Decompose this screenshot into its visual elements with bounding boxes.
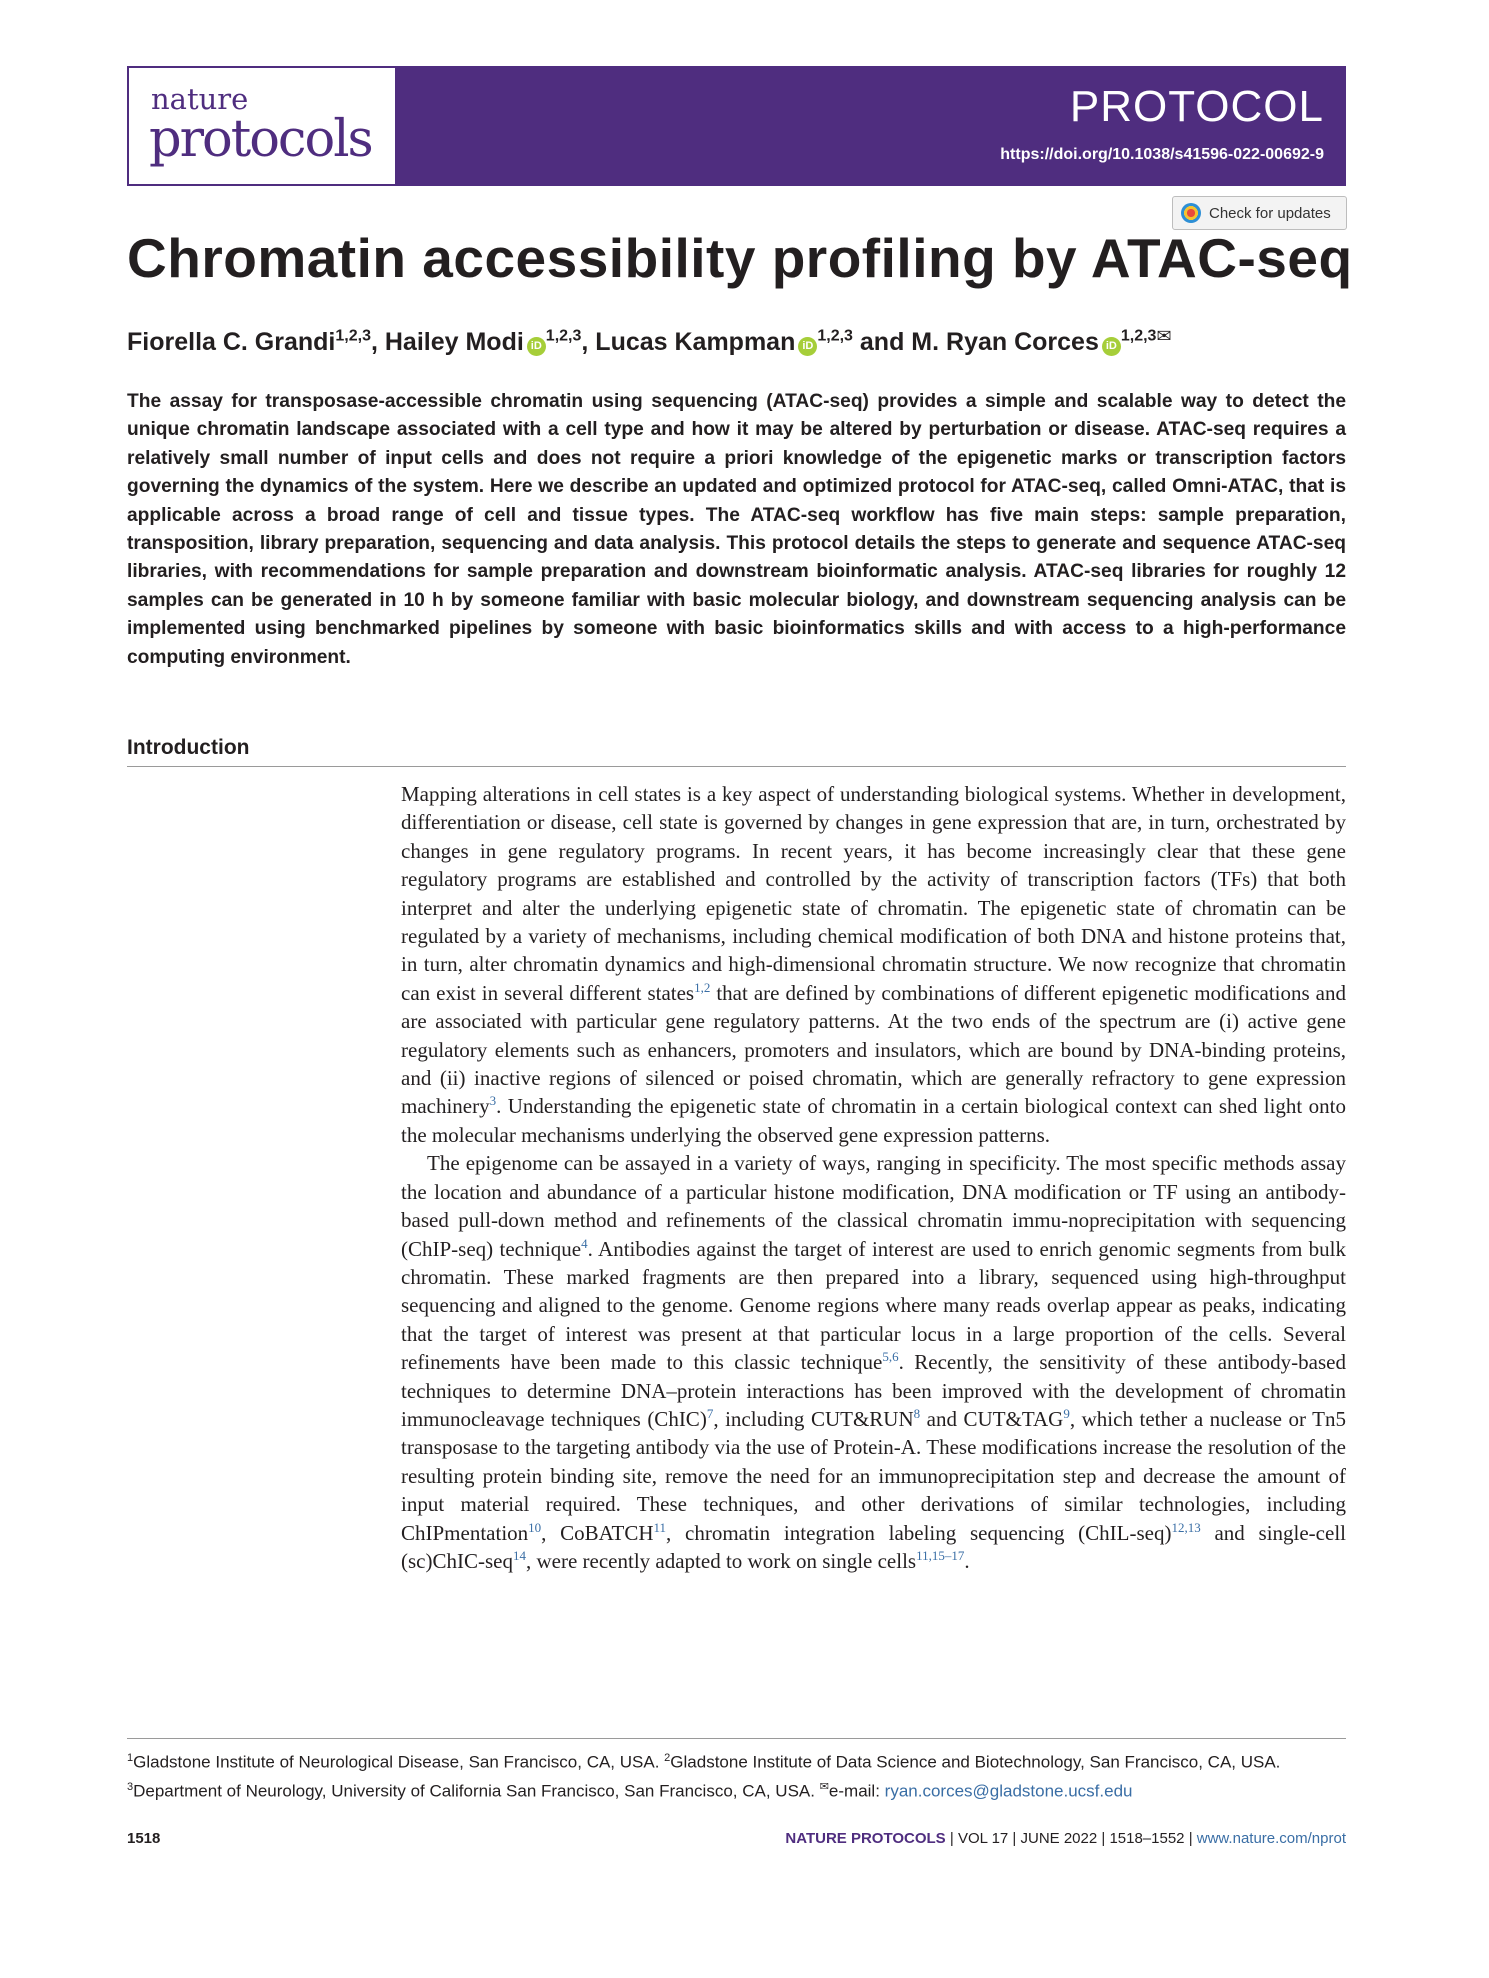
footer-journal-name: NATURE PROTOCOLS	[785, 1830, 946, 1847]
body-text-run: , CoBATCH	[541, 1520, 654, 1545]
footer-separator: |	[1097, 1830, 1110, 1847]
body-text-run: . Understanding the epigenetic state of chromatin in a certain biological context can shed light onto the molecular mechanisms underlying the observed gene expression patterns.	[401, 1094, 1346, 1147]
author-separator: and	[852, 328, 912, 356]
logo-nature-text: nature	[151, 82, 249, 116]
body-text-run: . Recently, the sensitivity of these antibody-based techniques to determine DNA–protein interactions has been improved with the development of chromatin immunocleavage techniques (ChIC)	[401, 1350, 1346, 1431]
abstract: The assay for transposase-accessible chromatin using sequencing (ATAC-seq) provides a simple and scalable way to detect the unique chromatin landscape associated with a cell type and how it may be altered by perturbation or disease. ATAC-seq requires a relatively small number of input cells and does not require a priori knowledge of the epigenetic marks or transcription factors governing the dynamics of the system. Here we describe an updated and optimized protocol for ATAC-seq, called Omni-ATAC, that is applicable across a broad range of cell and tissue types. The ATAC-seq workflow has five main steps: sample preparation, transposition, library preparation, sequencing and data analysis. This protocol details the steps to generate and sequence ATAC-seq libraries, with recommendations for sample preparation and downstream bioinformatic analysis. ATAC-seq libraries for roughly 12 samples can be generated in 10 h by someone familiar with basic molecular biology, and downstream sequencing analysis can be implemented using benchmarked pipelines by someone with basic bioinformatics skills and with access to a high-performance computing environment.	[127, 391, 1346, 668]
body-text-run: , chromatin integration labeling sequencing (ChIL-seq)	[666, 1520, 1172, 1545]
reference-citation[interactable]: 12,13	[1171, 1519, 1201, 1535]
body-text-run: that are defined by combinations of different epigenetic modifications and are associated with particular gene regulatory patterns. At the two ends of the spectrum are (i) active gene regulatory elements such as enhancers, promoters and insulators, which are bound by DNA-binding proteins, and (ii) inactive regions of silenced or poised chromatin, which are generally refractory to gene expression machinery	[401, 980, 1346, 1119]
reference-citation[interactable]: 5,6	[882, 1349, 899, 1365]
footer-citation	[785, 1830, 1346, 1847]
article-title: Chromatin accessibility profiling by ATAC-seq	[127, 227, 1353, 289]
body-text-run: Mapping alterations in cell states is a key aspect of understanding biological systems. Whether in development, differentiation or disease, cell state is governed by changes in gene expression that are, in turn, orchestrated by changes in gene regulatory programs. In recent years, it has become increasingly clear that these gene regulatory programs are established and controlled by the activity of transcription factors (TFs) that both interpret and alter the underlying epigenetic state of chromatin. The epigenetic state of chromatin can be regulated by a variety of mechanisms, including chemical modification of both DNA and histone proteins that, in turn, alter chromatin dynamics and high-dimensional chromatin structure. We now recognize that chromatin can exist in several different states	[401, 782, 1346, 1005]
footnote-text: e-mail:	[828, 1781, 885, 1801]
section-divider	[127, 766, 1346, 767]
orcid-icon[interactable]: iD	[1102, 337, 1121, 356]
footnote-marker: 2	[664, 1752, 671, 1764]
body-text-run: , were recently adapted to work on single cells	[525, 1548, 917, 1573]
mail-icon[interactable]: ✉	[1156, 326, 1172, 346]
footer-volume: VOL 17	[957, 1830, 1009, 1847]
logo-protocols-text: protocols	[149, 110, 372, 169]
footnote-marker: 3	[127, 1780, 134, 1793]
author-affiliation: 1,2,3	[545, 327, 582, 345]
author-name[interactable]: M. Ryan Corces	[911, 328, 1099, 356]
author-affiliation: 1,2,3	[1120, 327, 1157, 345]
author-affiliation: 1,2,3	[817, 327, 853, 345]
reference-citation[interactable]: 3	[489, 1093, 497, 1109]
author-separator: ,	[581, 328, 596, 356]
page-number: 1518	[127, 1830, 161, 1847]
footnote-line-2	[127, 1775, 1346, 1804]
body-text-run: , including CUT&RUN	[713, 1406, 914, 1431]
author-separator: ,	[370, 328, 385, 356]
footer-separator: |	[1008, 1830, 1021, 1847]
orcid-icon[interactable]: iD	[798, 337, 817, 356]
body-text-run: and single-cell (sc)ChIC-seq	[401, 1520, 1346, 1573]
reference-citation[interactable]: 9	[1063, 1405, 1070, 1421]
footer-date: JUNE 2022	[1020, 1830, 1098, 1847]
corresponding-email-link[interactable]: ryan.corces@gladstone.ucsf.edu	[884, 1781, 1133, 1801]
body-text-run: . Antibodies against the target of interest are used to enrich genomic segments from bulk chromatin. These marked fragments are then prepared into a library, sequenced using high-throughput sequencing and aligned to the genome. Genome regions where many reads overlap appear as peaks, indicating that the target of interest was present at that particular locus in a large proportion of the cells. Several refinements have been made to this classic technique	[401, 1236, 1346, 1375]
journal-header	[127, 66, 1346, 186]
author-affiliation: 1,2,3	[335, 327, 371, 345]
body-text-run: .	[964, 1548, 970, 1573]
reference-citation[interactable]: 10	[528, 1519, 542, 1535]
footnote-text: Gladstone Institute of Neurological Disease, San Francisco, CA, USA.	[133, 1752, 665, 1772]
reference-citation[interactable]: 1,2	[694, 979, 711, 995]
body-text-run: The epigenome can be assayed in a variety of ways, ranging in specificity. The most specific methods assay the location and abundance of a particular histone modification, DNA modification or TF using an antibody-based pull-down method and refinements of the classical chromatin immu-noprecipitation with sequencing (ChIP-seq) technique	[401, 1151, 1346, 1261]
body-text-run: , which tether a nuclease or Tn5 transposase to the targeting antibody via the use of Protein-A. These modifications increase the resolution of the resulting protein binding site, remove the need for an immunoprecipitation step and decrease the amount of input material required. These techniques, and other derivations of similar technologies, including ChIPmentation	[401, 1406, 1346, 1545]
author-name[interactable]: Fiorella C. Grandi	[127, 328, 336, 356]
footer-journal-url[interactable]: www.nature.com/nprot	[1196, 1830, 1346, 1847]
journal-logo[interactable]	[127, 66, 397, 186]
author-list	[127, 326, 1172, 357]
reference-citation[interactable]: 4	[581, 1235, 588, 1251]
footnote-text: Department of Neurology, University of California San Francisco, San Francisco, CA, USA.	[133, 1781, 820, 1801]
reference-citation[interactable]: 14	[512, 1547, 526, 1563]
section-heading-introduction: Introduction	[127, 736, 250, 759]
article-type: PROTOCOL	[1069, 82, 1324, 131]
footnote-line-1	[127, 1746, 1346, 1775]
footer-separator: |	[1184, 1830, 1197, 1847]
reference-citation[interactable]: 7	[706, 1405, 714, 1421]
body-text-run: and CUT&TAG	[920, 1406, 1064, 1431]
footnote-marker: ✉	[819, 1780, 829, 1793]
footnote-marker: 1	[127, 1752, 134, 1764]
author-name[interactable]: Lucas Kampman	[595, 328, 796, 356]
reference-citation[interactable]: 11	[653, 1519, 667, 1535]
check-for-updates-button[interactable]	[1172, 196, 1347, 230]
crossmark-icon	[1181, 203, 1201, 223]
footer-separator: |	[945, 1830, 958, 1847]
affiliations-footnote	[127, 1746, 1346, 1803]
reference-citation[interactable]: 8	[913, 1405, 921, 1421]
introduction-body	[401, 780, 1346, 1575]
footnote-divider	[127, 1738, 1346, 1739]
doi-link[interactable]: https://doi.org/10.1038/s41596-022-00692-9	[1000, 146, 1324, 163]
author-name[interactable]: Hailey Modi	[384, 328, 524, 356]
orcid-icon[interactable]: iD	[527, 337, 546, 356]
body-paragraph	[401, 780, 1346, 1149]
check-updates-label: Check for updates	[1209, 204, 1331, 222]
reference-citation[interactable]: 11,15–17	[916, 1547, 965, 1563]
footer-pages: 1518–1552	[1109, 1830, 1185, 1847]
body-paragraph	[401, 1149, 1346, 1575]
footnote-text: Gladstone Institute of Data Science and Biotechnology, San Francisco, CA, USA.	[670, 1752, 1281, 1772]
